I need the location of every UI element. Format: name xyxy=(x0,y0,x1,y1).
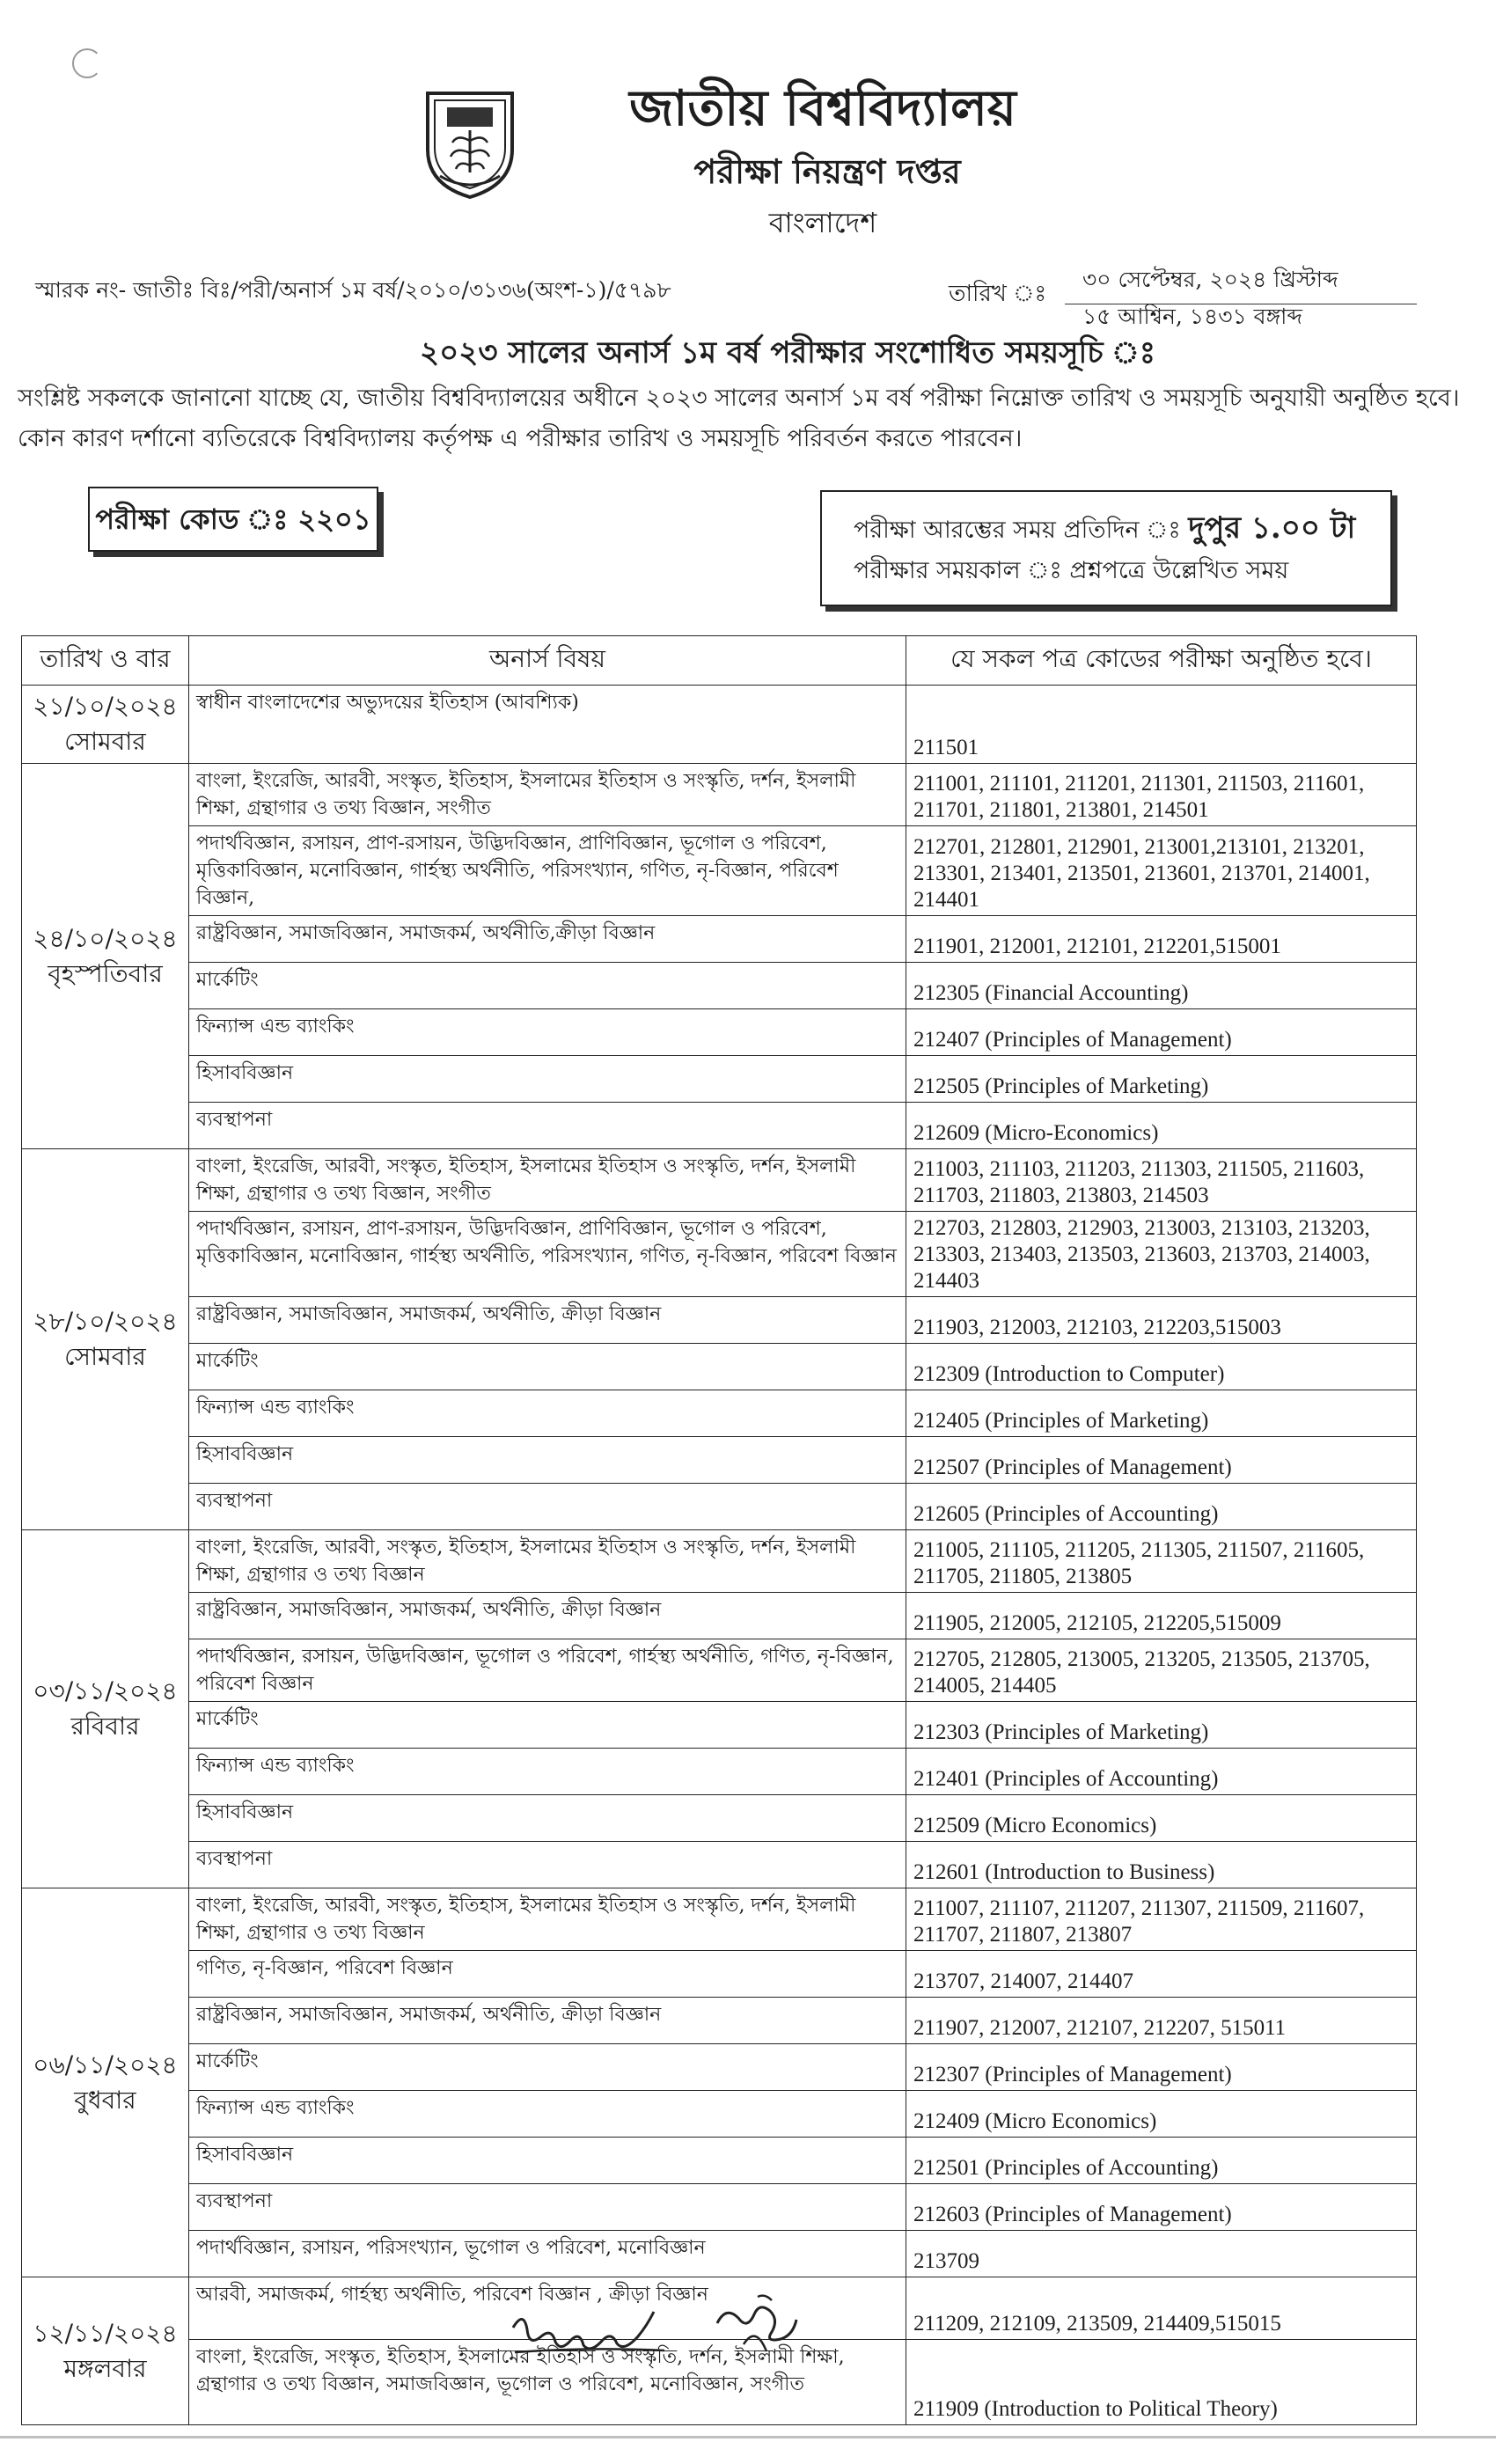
subject-cell: মার্কেটিং xyxy=(189,2044,906,2091)
subject-cell: হিসাববিজ্ঞান xyxy=(189,1056,906,1103)
paper-codes-cell: 212601 (Introduction to Business) xyxy=(906,1842,1417,1888)
table-row xyxy=(22,2044,1417,2091)
paper-codes-cell: 212701, 212801, 212901, 213001,213101, 213201, 213301, 213401, 213501, 213601, 213701, 214001, 214401 xyxy=(906,826,1417,916)
exam-date: ১২/১১/২০২৪ xyxy=(33,2318,178,2348)
memo-number: স্মারক নং- জাতীঃ বিঃ/পরী/অনার্স ১ম বর্ষ/২০১০/৩১৩৬(অংশ-১)/৫৭৯৮ xyxy=(35,277,671,303)
subject-cell: পদার্থবিজ্ঞান, রসায়ন, উদ্ভিদবিজ্ঞান, ভূগোল ও পরিবেশ, গার্হস্থ্য অর্থনীতি, গণিত, নৃ-বিজ্ঞান, পরিবেশ বিজ্ঞান xyxy=(189,1639,906,1702)
paper-codes-cell: 211909 (Introduction to Political Theory) xyxy=(906,2340,1417,2425)
paper-codes-cell: 212409 (Micro Economics) xyxy=(906,2091,1417,2138)
exam-date-cell xyxy=(22,2277,189,2425)
subject-cell: হিসাববিজ্ঞান xyxy=(189,1795,906,1842)
subject-cell: মার্কেটিং xyxy=(189,1702,906,1749)
subject-cell: রাষ্ট্রবিজ্ঞান, সমাজবিজ্ঞান, সমাজকর্ম, অর্থনীতি, ক্রীড়া বিজ্ঞান xyxy=(189,1593,906,1639)
paper-codes-cell: 211007, 211107, 211207, 211307, 211509, 211607, 211707, 211807, 213807 xyxy=(906,1888,1417,1951)
schedule-body xyxy=(22,686,1417,2425)
country-name: বাংলাদেশ xyxy=(768,206,877,239)
paper-codes-cell: 212303 (Principles of Marketing) xyxy=(906,1702,1417,1749)
header-date-day: তারিখ ও বার xyxy=(22,636,189,686)
subject-cell: রাষ্ট্রবিজ্ঞান, সমাজবিজ্ঞান, সমাজকর্ম, অর্থনীতি,ক্রীড়া বিজ্ঞান xyxy=(189,916,906,963)
paper-codes-cell: 212407 (Principles of Management) xyxy=(906,1009,1417,1056)
table-row xyxy=(22,1437,1417,1484)
exam-date-cell xyxy=(22,686,189,764)
subject-cell: রাষ্ট্রবিজ্ঞান, সমাজবিজ্ঞান, সমাজকর্ম, অর্থনীতি, ক্রীড়া বিজ্ঞান xyxy=(189,1998,906,2044)
paper-codes-cell: 211903, 212003, 212103, 212203,515003 xyxy=(906,1297,1417,1344)
subject-cell: আরবী, সমাজকর্ম, গার্হস্থ্য অর্থনীতি, পরিবেশ বিজ্ঞান , ক্রীড়া বিজ্ঞান xyxy=(189,2277,906,2340)
table-row xyxy=(22,1297,1417,1344)
subject-cell: ফিন্যান্স এন্ড ব্যাংকিং xyxy=(189,1390,906,1437)
table-row xyxy=(22,1702,1417,1749)
notice-intro: সংশ্লিষ্ট সকলকে জানানো যাচ্ছে যে, জাতীয় বিশ্ববিদ্যালয়ের অধীনে ২০২৩ সালের অনার্স ১ম বর্ষ পরীক্ষা নিম্নোক্ত তারিখ ও সময়সূচি অনুযায়ী অনুষ্ঠিত হবে। কোন কারণ দর্শানো ব্যতিরেকে বিশ্ববিদ্যালয় কর্তৃপক্ষ এ পরীক্ষার তারিখ ও সময়সূচি পরিবর্তন করতে পারবেন। xyxy=(18,385,1460,452)
paper-codes-cell: 212603 (Principles of Management) xyxy=(906,2184,1417,2231)
table-row xyxy=(22,1212,1417,1297)
table-row xyxy=(22,1009,1417,1056)
subject-cell: হিসাববিজ্ঞান xyxy=(189,1437,906,1484)
table-row xyxy=(22,1530,1417,1593)
paper-codes-cell: 212605 (Principles of Accounting) xyxy=(906,1484,1417,1530)
table-row xyxy=(22,764,1417,826)
exam-schedule-table xyxy=(21,635,1417,2425)
exam-weekday: বৃহস্পতিবার xyxy=(48,958,163,988)
subject-cell: পদার্থবিজ্ঞান, রসায়ন, প্রাণ-রসায়ন, উদ্ভিদবিজ্ঞান, প্রাণিবিজ্ঞান, ভূগোল ও পরিবেশ, মৃত্তিকাবিজ্ঞান, মনোবিজ্ঞান, গার্হস্থ্য অর্থনীতি, পরিসংখ্যান, গণিত, নৃ-বিজ্ঞান, পরিবেশ বিজ্ঞান, xyxy=(189,826,906,916)
paper-codes-cell: 211905, 212005, 212105, 212205,515009 xyxy=(906,1593,1417,1639)
paper-codes-cell: 211901, 212001, 212101, 212201,515001 xyxy=(906,916,1417,963)
table-row xyxy=(22,1149,1417,1212)
table-row xyxy=(22,1795,1417,1842)
subject-cell: স্বাধীন বাংলাদেশের অভ্যুদয়ের ইতিহাস (আবশ্যিক) xyxy=(189,686,906,764)
table-row xyxy=(22,1390,1417,1437)
paper-codes-cell: 212305 (Financial Accounting) xyxy=(906,963,1417,1009)
table-header-row xyxy=(22,636,1417,686)
subject-cell: মার্কেটিং xyxy=(189,1344,906,1390)
subject-cell: ফিন্যান্স এন্ড ব্যাংকিং xyxy=(189,1009,906,1056)
subject-cell: বাংলা, ইংরেজি, আরবী, সংস্কৃত, ইতিহাস, ইসলামের ইতিহাস ও সংস্কৃতি, দর্শন, ইসলামী শিক্ষা, গ্রন্থাগার ও তথ্য বিজ্ঞান, সংগীত xyxy=(189,1149,906,1212)
date-gregorian: ৩০ সেপ্টেম্বর, ২০২৪ খ্রিস্টাব্দ xyxy=(1065,262,1417,304)
exam-date-cell xyxy=(22,1530,189,1888)
exam-start-value: দুপুর ১.০০ টা xyxy=(1188,510,1356,546)
scan-bottom-edge xyxy=(0,2436,1496,2438)
notice-headline: ২০২৩ সালের অনার্স ১ম বর্ষ পরীক্ষার সংশোধিত সময়সূচি ঃ xyxy=(420,335,1155,370)
exam-date-cell xyxy=(22,1149,189,1530)
exam-start-line xyxy=(854,508,1390,551)
header-subject: অনার্স বিষয় xyxy=(189,636,906,686)
paper-codes-cell: 212507 (Principles of Management) xyxy=(906,1437,1417,1484)
paper-codes-cell: 211001, 211101, 211201, 211301, 211503, 211601, 211701, 211801, 213801, 214501 xyxy=(906,764,1417,826)
office-name: পরীক্ষা নিয়ন্ত্রণ দপ্তর xyxy=(693,151,961,191)
subject-cell: হিসাববিজ্ঞান xyxy=(189,2138,906,2184)
date-bangla: ১৫ আশ্বিন, ১৪৩১ বঙ্গাব্দ xyxy=(1082,304,1302,329)
exam-weekday: সোমবার xyxy=(64,727,146,756)
subject-cell: পদার্থবিজ্ঞান, রসায়ন, পরিসংখ্যান, ভূগোল ও পরিবেশ, মনোবিজ্ঞান xyxy=(189,2231,906,2277)
subject-cell: ব্যবস্থাপনা xyxy=(189,2184,906,2231)
subject-cell: বাংলা, ইংরেজি, আরবী, সংস্কৃত, ইতিহাস, ইসলামের ইতিহাস ও সংস্কৃতি, দর্শন, ইসলামী শিক্ষা, গ্রন্থাগার ও তথ্য বিজ্ঞান, সংগীত xyxy=(189,764,906,826)
subject-cell: ফিন্যান্স এন্ড ব্যাংকিং xyxy=(189,1749,906,1795)
exam-date: ২৮/১০/২০২৪ xyxy=(33,1307,178,1336)
table-row xyxy=(22,1888,1417,1951)
table-row xyxy=(22,2138,1417,2184)
paper-codes-cell: 212703, 212803, 212903, 213003, 213103, 213203, 213303, 213403, 213503, 213603, 213703, 214003, 214403 xyxy=(906,1212,1417,1297)
subject-cell: গণিত, নৃ-বিজ্ঞান, পরিবেশ বিজ্ঞান xyxy=(189,1951,906,1998)
table-row xyxy=(22,1842,1417,1888)
exam-date: ০৩/১১/২০২৪ xyxy=(33,1676,178,1705)
paper-codes-cell: 211501 xyxy=(906,686,1417,764)
paper-codes-cell: 211907, 212007, 212107, 212207, 515011 xyxy=(906,1998,1417,2044)
table-row xyxy=(22,1103,1417,1149)
exam-code-box: পরীক্ষা কোড ঃ ২২০১ xyxy=(88,487,378,552)
exam-duration-label: পরীক্ষার সময়কাল ঃ xyxy=(854,557,1062,584)
subject-cell: মার্কেটিং xyxy=(189,963,906,1009)
subject-cell: বাংলা, ইংরেজি, সংস্কৃত, ইতিহাস, ইসলামের ইতিহাস ও সংস্কৃতি, দর্শন, ইসলামী শিক্ষা, গ্রন্থাগার ও তথ্য বিজ্ঞান, সমাজবিজ্ঞান, ভূগোল ও পরিবেশ, মনোবিজ্ঞান, সংগীত xyxy=(189,2340,906,2425)
exam-date-cell xyxy=(22,1888,189,2277)
signature-1 xyxy=(506,2301,673,2363)
exam-date: ২১/১০/২০২৪ xyxy=(33,692,178,721)
exam-weekday: বুধবার xyxy=(74,2085,136,2115)
paper-codes-cell: 211003, 211103, 211203, 211303, 211505, 211603, 211703, 211803, 213803, 214503 xyxy=(906,1149,1417,1212)
paper-codes-cell: 212505 (Principles of Marketing) xyxy=(906,1056,1417,1103)
paper-codes-cell: 212609 (Micro-Economics) xyxy=(906,1103,1417,1149)
table-row xyxy=(22,1056,1417,1103)
table-row xyxy=(22,686,1417,764)
exam-date-cell xyxy=(22,764,189,1149)
exam-duration-value: প্রশ্নপত্রে উল্লেখিত সময় xyxy=(1069,557,1289,584)
paper-codes-cell: 213709 xyxy=(906,2231,1417,2277)
table-row xyxy=(22,1749,1417,1795)
table-row xyxy=(22,2231,1417,2277)
table-row xyxy=(22,2184,1417,2231)
paper-codes-cell: 212705, 212805, 213005, 213205, 213505, 213705, 214005, 214405 xyxy=(906,1639,1417,1702)
table-row xyxy=(22,1639,1417,1702)
exam-weekday: মঙ্গলবার xyxy=(63,2353,147,2383)
exam-duration-line xyxy=(854,551,1390,591)
table-row xyxy=(22,1484,1417,1530)
exam-date: ২৪/১০/২০২৪ xyxy=(33,923,178,953)
exam-weekday: রবিবার xyxy=(70,1712,140,1741)
exam-start-label: পরীক্ষা আরম্ভের সময় প্রতিদিন ঃ xyxy=(854,517,1181,544)
paper-codes-cell: 212307 (Principles of Management) xyxy=(906,2044,1417,2091)
table-row xyxy=(22,916,1417,963)
paper-codes-cell: 211209, 212109, 213509, 214409,515015 xyxy=(906,2277,1417,2340)
exam-time-box xyxy=(820,490,1392,606)
header-paper-codes: যে সকল পত্র কোডের পরীক্ষা অনুষ্ঠিত হবে। xyxy=(906,636,1417,686)
paper-codes-cell: 211005, 211105, 211205, 211305, 211507, 211605, 211705, 211805, 213805 xyxy=(906,1530,1417,1593)
exam-weekday: সোমবার xyxy=(64,1342,146,1371)
paper-codes-cell: 212405 (Principles of Marketing) xyxy=(906,1390,1417,1437)
signature-2 xyxy=(708,2288,805,2358)
subject-cell: ব্যবস্থাপনা xyxy=(189,1103,906,1149)
subject-cell: ব্যবস্থাপনা xyxy=(189,1842,906,1888)
paper-codes-cell: 212309 (Introduction to Computer) xyxy=(906,1344,1417,1390)
subject-cell: ফিন্যান্স এন্ড ব্যাংকিং xyxy=(189,2091,906,2138)
subject-cell: পদার্থবিজ্ঞান, রসায়ন, প্রাণ-রসায়ন, উদ্ভিদবিজ্ঞান, প্রাণিবিজ্ঞান, ভূগোল ও পরিবেশ, মৃত্তিকাবিজ্ঞান, মনোবিজ্ঞান, গার্হস্থ্য অর্থনীতি, পরিসংখ্যান, গণিত, নৃ-বিজ্ঞান, পরিবেশ বিজ্ঞান xyxy=(189,1212,906,1297)
table-row xyxy=(22,2091,1417,2138)
university-name: জাতীয় বিশ্ববিদ্যালয় xyxy=(629,79,1016,137)
paper-codes-cell: 212401 (Principles of Accounting) xyxy=(906,1749,1417,1795)
paper-codes-cell: 213707, 214007, 214407 xyxy=(906,1951,1417,1998)
subject-cell: বাংলা, ইংরেজি, আরবী, সংস্কৃত, ইতিহাস, ইসলামের ইতিহাস ও সংস্কৃতি, দর্শন, ইসলামী শিক্ষা, গ্রন্থাগার ও তথ্য বিজ্ঞান xyxy=(189,1888,906,1951)
table-row xyxy=(22,826,1417,916)
table-row xyxy=(22,1951,1417,1998)
subject-cell: রাষ্ট্রবিজ্ঞান, সমাজবিজ্ঞান, সমাজকর্ম, অর্থনীতি, ক্রীড়া বিজ্ঞান xyxy=(189,1297,906,1344)
table-row xyxy=(22,963,1417,1009)
table-row xyxy=(22,1593,1417,1639)
subject-cell: বাংলা, ইংরেজি, আরবী, সংস্কৃত, ইতিহাস, ইসলামের ইতিহাস ও সংস্কৃতি, দর্শন, ইসলামী শিক্ষা, গ্রন্থাগার ও তথ্য বিজ্ঞান xyxy=(189,1530,906,1593)
table-row xyxy=(22,1998,1417,2044)
exam-date: ০৬/১১/২০২৪ xyxy=(33,2050,178,2079)
paper-codes-cell: 212501 (Principles of Accounting) xyxy=(906,2138,1417,2184)
date-label: তারিখ ঃ xyxy=(949,281,1047,307)
paper-codes-cell: 212509 (Micro Economics) xyxy=(906,1795,1417,1842)
table-row xyxy=(22,1344,1417,1390)
subject-cell: ব্যবস্থাপনা xyxy=(189,1484,906,1530)
